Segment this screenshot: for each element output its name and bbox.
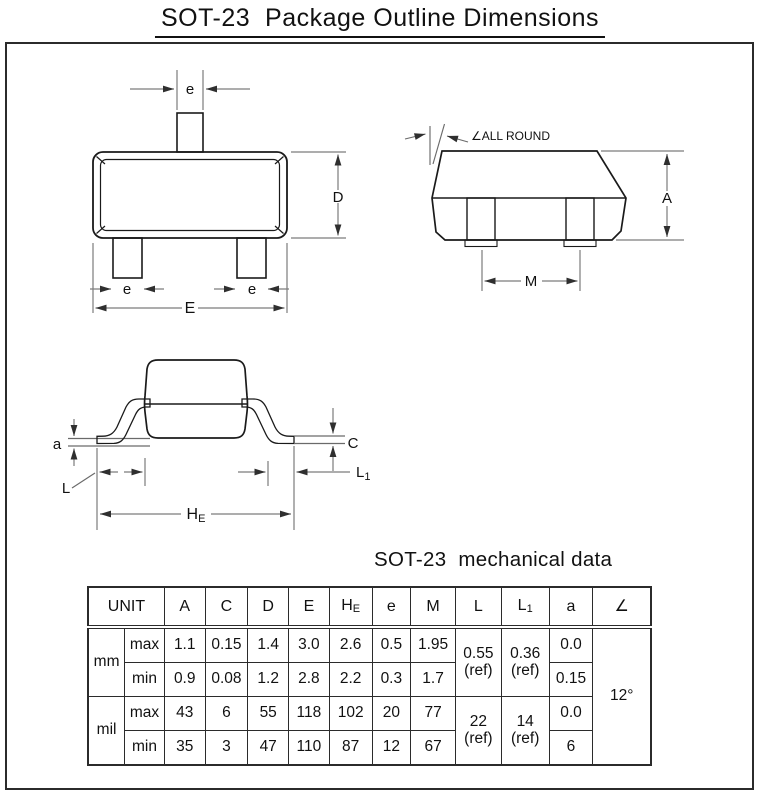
cell: 110 bbox=[289, 731, 330, 766]
header-D: D bbox=[248, 587, 289, 627]
unit-mm: mm bbox=[88, 627, 125, 697]
dim-label-C: C bbox=[347, 435, 359, 452]
cell: 0.3 bbox=[372, 663, 411, 697]
header-angle: ∠ bbox=[593, 587, 651, 627]
header-M: M bbox=[411, 587, 456, 627]
gullwing-lead-right bbox=[242, 399, 294, 444]
cell: 6 bbox=[549, 731, 593, 766]
mil-min-row bbox=[88, 731, 651, 766]
dim-label-M: M bbox=[524, 273, 538, 290]
header-HE: HE bbox=[329, 587, 372, 627]
header-L1: L1 bbox=[501, 587, 549, 627]
row-label-max: max bbox=[125, 697, 165, 731]
header-e: e bbox=[372, 587, 411, 627]
header-E: E bbox=[289, 587, 330, 627]
cell: 0.15 bbox=[549, 663, 593, 697]
mechanical-data-table bbox=[87, 586, 652, 766]
cell: 6 bbox=[205, 697, 248, 731]
table-header-row bbox=[88, 587, 651, 627]
mil-max-row bbox=[88, 697, 651, 731]
cell: 2.6 bbox=[329, 627, 372, 663]
header-C: C bbox=[205, 587, 248, 627]
cell: 55 bbox=[248, 697, 289, 731]
dim-label-e-top: e bbox=[185, 81, 195, 98]
package-body-inner-face bbox=[101, 160, 280, 231]
cell: 2.2 bbox=[329, 663, 372, 697]
seating-plane-lines bbox=[68, 439, 150, 447]
dim-label-A: A bbox=[661, 190, 673, 207]
cell: 43 bbox=[164, 697, 205, 731]
draft-angle-annotation bbox=[405, 124, 550, 165]
cell: 77 bbox=[411, 697, 456, 731]
cell-mil-L-ref: 22 (ref) bbox=[455, 697, 501, 766]
cell: 47 bbox=[248, 731, 289, 766]
package-body-profile bbox=[145, 360, 248, 438]
profile-dimension-lines bbox=[72, 408, 350, 530]
dim-label-L: L bbox=[61, 480, 71, 497]
cell: 0.5 bbox=[372, 627, 411, 663]
header-unit: UNIT bbox=[88, 587, 164, 627]
cell-angle-value: 12° bbox=[593, 627, 651, 765]
dim-label-D: D bbox=[332, 189, 344, 206]
row-label-min: min bbox=[125, 731, 165, 766]
cell: 0.9 bbox=[164, 663, 205, 697]
dim-label-a: a bbox=[52, 436, 62, 453]
cell: 2.8 bbox=[289, 663, 330, 697]
cell: 87 bbox=[329, 731, 372, 766]
page-title: SOT-23 Package Outline Dimensions bbox=[155, 4, 605, 38]
cell: 102 bbox=[329, 697, 372, 731]
cell: 0.0 bbox=[549, 627, 593, 663]
side-lead-left-foot bbox=[465, 240, 497, 247]
package-body-side-view bbox=[432, 151, 626, 240]
cell: 1.4 bbox=[248, 627, 289, 663]
gullwing-lead-left bbox=[97, 399, 150, 444]
side-lead-left bbox=[467, 198, 495, 240]
header-A: A bbox=[164, 587, 205, 627]
top-lead bbox=[177, 113, 203, 152]
cell-mm-L1-ref: 0.36 (ref) bbox=[501, 627, 549, 697]
package-body-top-view bbox=[93, 152, 287, 238]
bottom-lead-right bbox=[237, 238, 266, 278]
mm-max-row bbox=[88, 627, 651, 663]
side-lead-right-foot bbox=[564, 240, 596, 247]
cell: 118 bbox=[289, 697, 330, 731]
cell: 0.0 bbox=[549, 697, 593, 731]
side-view-figure bbox=[405, 124, 684, 291]
dim-label-HE: HE bbox=[186, 506, 206, 525]
row-label-min: min bbox=[125, 663, 165, 697]
unit-mil: mil bbox=[88, 697, 125, 766]
cell: 0.15 bbox=[205, 627, 248, 663]
profile-view-figure bbox=[53, 360, 371, 530]
row-label-max: max bbox=[125, 627, 165, 663]
corner-chamfer-marks bbox=[97, 157, 284, 234]
cell: 1.1 bbox=[164, 627, 205, 663]
cell-mm-L-ref: 0.55 (ref) bbox=[455, 627, 501, 697]
header-L: L bbox=[455, 587, 501, 627]
table-title: SOT-23 mechanical data bbox=[374, 548, 613, 571]
cell: 1.95 bbox=[411, 627, 456, 663]
top-view-dimension-lines bbox=[90, 70, 346, 313]
bottom-lead-left bbox=[113, 238, 142, 278]
cell: 20 bbox=[372, 697, 411, 731]
cell-mil-L1-ref: 14 (ref) bbox=[501, 697, 549, 766]
cell: 1.2 bbox=[248, 663, 289, 697]
mm-min-row bbox=[88, 663, 651, 697]
cell: 67 bbox=[411, 731, 456, 766]
dim-label-e-bottom-left: e bbox=[122, 281, 132, 298]
cell: 0.08 bbox=[205, 663, 248, 697]
dim-label-L1: $L_1$ bbox=[356, 464, 371, 483]
cell: 3.0 bbox=[289, 627, 330, 663]
header-a: a bbox=[549, 587, 593, 627]
side-view-dimension-lines bbox=[482, 151, 684, 291]
dim-label-e-bottom-right: e bbox=[247, 281, 257, 298]
all-round-label: ∠ALL ROUND bbox=[471, 129, 550, 143]
side-lead-right bbox=[566, 198, 594, 240]
cell: 3 bbox=[205, 731, 248, 766]
cell: 1.7 bbox=[411, 663, 456, 697]
dim-label-E: E bbox=[184, 300, 196, 317]
cell: 35 bbox=[164, 731, 205, 766]
cell: 12 bbox=[372, 731, 411, 766]
top-view-figure bbox=[90, 70, 346, 317]
